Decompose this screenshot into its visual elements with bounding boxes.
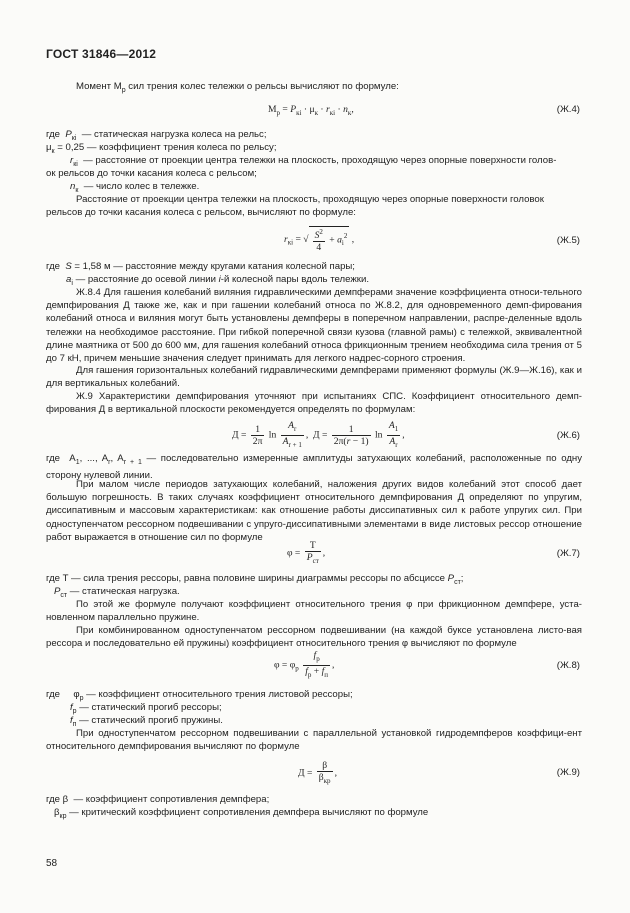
formula-zh6: Д = $\frac{1}{2\pi}$ ln $\frac{A_r}{A_{r + 1}}$ , Д = $\frac{1}{2\pi(r - 1)}$ ln $\frac{A_1}{A_r}$ ,	[232, 420, 405, 449]
definition-line: где β — коэффициент сопротивления демпфера;	[46, 794, 270, 805]
document-header: ГОСТ 31846—2012	[46, 47, 157, 61]
equation-number: (Ж.9)	[556, 767, 580, 778]
definition-line: где $P_{кi}$ — статическая нагрузка колеса на рельс;	[46, 129, 267, 142]
paragraph-line: Расстояние от проекции центра тележки на плоскость, проходящую через опорные поверхности головок	[76, 194, 544, 205]
paragraph-zh84: Ж.8.4 Для гашения колебаний виляния гидравлическими демпферами значение коэффициента относи-тельного демпфирования Д также же, как и при гашении колебаний относа по Ж.8.2, для одновременного демп-фирования колебаний относа и виляния могут быть установлены демпферы в поперечном направлении, распре-деленные вдоль тележки на необходимое расстояние. При гибкой поперечной связи кузова (главной рамы) с тележкой, эквивалентной длине маятника от 500 до 600 мм, для гашения колебаний относа фрикционным трением необходима сила трения от 5 до 7 кН, причем меньшие значения следует принимать для легкого надрес-сорного строения.	[46, 287, 582, 365]
definition-line: где S = 1,58 м — расстояние между кругами катания колесной пары;	[46, 261, 355, 272]
paragraph-zh9: Ж.9 Характеристики демпфирования уточняют при испытаниях СПС. Коэффициент относительного демп-фирования Д в вертикальной плоскости рекомендуется определять по формулам:	[46, 391, 582, 416]
definition-amplitudes: где $A_1$, ..., $A_r$, $A_{r + 1}$ — последовательно измеренные амплитуды затухающих колебаний, расположенные по одну сторону нулевой линии.	[46, 453, 583, 482]
page-number: 58	[46, 858, 58, 869]
definition-line: где T — сила трения рессоры, равна половине ширины диаграммы рессоры по абсциссе $P_{ст}$;	[46, 573, 464, 586]
definition-line: $a_i$ — расстояние до осевой линии i-й колесной пары вдоль тележки.	[66, 274, 369, 287]
paragraph-line: рельсов до точки касания колеса с рельсом, вычисляют по формуле:	[46, 207, 356, 218]
equation-number: (Ж.8)	[556, 660, 580, 671]
definition-line: $P_{ст}$ — статическая нагрузка.	[54, 586, 180, 599]
formula-zh5: $r_{кi}$ = √ $\frac{S^2}{4}$ + $a_i^2$ ,	[284, 228, 355, 254]
definition-line: $\mu_к = 0,25$ — коэффициент трения колеса по рельсу;	[46, 142, 277, 155]
paragraph-horizontal: Для гашения горизонтальных колебаний гидравлическими демпферами применяют формулы (Ж.9—Ж.16), как и для вертикальных колебаний.	[46, 365, 582, 390]
equation-number: (Ж.5)	[556, 235, 580, 246]
definition-line: $\beta_{кр}$ — критический коэффициент сопротивления демпфера вычисляют по формуле	[54, 807, 429, 820]
paragraph-small-periods: При малом числе периодов затухающих колебаний, наложения других видов колебаний этот способ дает большую погрешность. В таких случаях коэффициент относительного демпфирования Д определяют по упругим, диссипативным и массовым характеристикам: как отношение работы диссипативных сил к работе упругих сил. При одноступенчатом рессорном подвешивании с упруго-диссипативными элементами в виде листовых рессор отношение работ выражается в отношение сил по формуле	[46, 479, 582, 543]
paragraph-hydro: При одноступенчатом рессорном подвешивании с параллельной установкой гидродемпферов коэффици-ент относительного демпфирования вычисляют по формуле	[46, 728, 582, 753]
formula-zh7: φ = $\frac{T}{P_{ст}}$ ,	[287, 540, 326, 565]
equation-number: (Ж.6)	[556, 430, 580, 441]
definition-line: $f_п$ — статический прогиб пружины.	[70, 715, 223, 728]
definition-line: ок рельсов до точки касания колеса с рельсом;	[46, 168, 257, 179]
definition-line: $n_к$ — число колес в тележке.	[70, 181, 200, 194]
paragraph-moment: Момент $M_р$ сил трения колес тележки о рельсы вычисляют по формуле:	[76, 81, 399, 94]
formula-zh9: Д = $\frac{\beta}{\beta_{кр}}$ ,	[298, 760, 337, 785]
equation-number: (Ж.7)	[556, 548, 580, 559]
definition-line: где $\varphi_р$ — коэффициент относительного трения листовой рессоры;	[46, 689, 353, 702]
formula-zh4: $M_р = P_{кi} \cdot \mu_к \cdot r_{кi} \cdot n_к$,	[268, 104, 354, 117]
equation-number: (Ж.4)	[556, 104, 580, 115]
formula-zh8: $\varphi = \varphi_р$ $\frac{f_р}{f_р + f_п}$ ,	[274, 650, 335, 679]
paragraph-same-formula: По этой же формуле получают коэффициент относительного трения φ при фрикционном демпфере, уста-новленном параллельно пружине.	[46, 599, 582, 624]
paragraph-combined: При комбинированном одноступенчатом рессорном подвешивании (на каждой буксе установлена листо-вая рессора и последовательно ей пружины) коэффициент относительного трения φ вычисляют по формуле	[46, 625, 582, 650]
definition-line: $r_{кi}$ — расстояние от проекции центра тележки на плоскость, проходящую через опорные поверхности голов-	[70, 155, 557, 168]
definition-line: $f_р$ — статический прогиб рессоры;	[70, 702, 222, 715]
